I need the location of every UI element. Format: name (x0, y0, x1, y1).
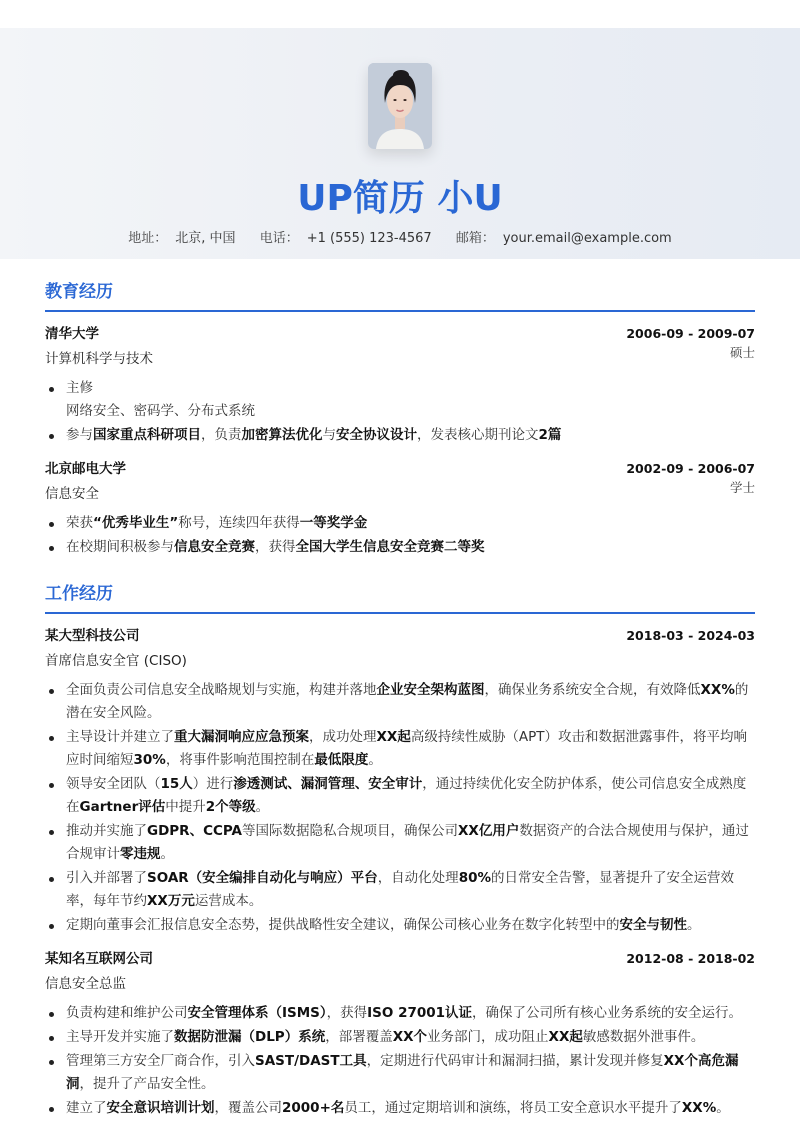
email-value[interactable]: your.email@example.com (502, 231, 672, 246)
text: ，覆盖公司 (214, 1100, 282, 1116)
bold-text: SOAR（安全编排自动化与响应）平台 (147, 870, 378, 886)
text: ，通过持续优化安全防护体系，使公司信息安全成熟度在 (66, 776, 747, 815)
text: 运营成本。 (194, 893, 263, 909)
section-title-education: 教育经历 (45, 277, 755, 312)
bold-text: 一等奖学金 (299, 515, 368, 531)
text: 主修 (66, 380, 93, 396)
text: ，成功处理 (309, 729, 377, 745)
bold-text: 安全管理体系（ISMS） (187, 1005, 327, 1021)
section-title-work: 工作经历 (45, 579, 755, 614)
bold-text: XX% (681, 1100, 717, 1116)
text: ，自动化处理 (377, 870, 459, 886)
bold-text: 最低限度 (314, 752, 369, 768)
bold-text: XX万元 (147, 893, 195, 909)
bold-text: GDPR、CCPA (147, 823, 242, 839)
text: 。 (255, 799, 270, 815)
bold-text: 2篇 (538, 427, 562, 443)
entry-header (45, 322, 755, 342)
bold-text: 信息安全竞赛 (174, 539, 255, 555)
bold-text: 企业安全架构蓝图 (376, 682, 485, 698)
entry-role: 首席信息安全官 (CISO) (45, 653, 187, 669)
bold-text: 加密算法优化 (241, 427, 323, 443)
text: 荣获 (66, 515, 93, 531)
contact-address (128, 227, 235, 246)
entry-role: 信息安全 (45, 486, 99, 502)
bold-text: 80% (458, 870, 492, 886)
text: 管理第三方安全厂商合作，引入 (66, 1053, 255, 1069)
education-entry (45, 322, 755, 447)
bold-text: 数据防泄漏（DLP）系统 (174, 1029, 326, 1045)
bold-text: 渗透测试、漏洞管理、安全审计 (233, 776, 423, 792)
text: 等国际数据隐私合规项目，确保公司 (242, 823, 458, 839)
bold-text: XX% (700, 682, 735, 698)
text: 敏感数据外泄事件。 (582, 1029, 705, 1045)
text: 主导开发并实施了 (66, 1029, 174, 1045)
text: 负责构建和维护公司 (66, 1005, 188, 1021)
work-list (45, 624, 755, 1120)
bold-text: “优秀毕业生” (93, 515, 179, 531)
text: 与 (322, 427, 336, 443)
entry-name: 清华大学 (45, 326, 99, 342)
bold-text: 30% (133, 752, 166, 768)
work-entry (45, 947, 755, 1120)
entry-degree: 学士 (729, 480, 755, 495)
bold-text: 2个等级 (205, 799, 256, 815)
text: 建立了 (66, 1100, 107, 1116)
text: 的潜在安全风险。 (66, 682, 749, 721)
text: 在校期间积极参与 (66, 539, 174, 555)
text: 称号，连续四年获得 (178, 515, 300, 531)
bullet-item (45, 1026, 755, 1049)
text: ，获得 (326, 1005, 368, 1021)
contact-email (456, 227, 672, 246)
text: ，确保业务系统安全合规，有效降低 (484, 682, 701, 698)
text: 全面负责公司信息安全战略规划与实施，构建并落地 (66, 682, 377, 698)
bullet-item (45, 512, 755, 535)
bold-text: 全国大学生信息安全竞赛二等奖 (295, 539, 485, 555)
resume-name: UP简历 小U (297, 178, 503, 219)
text: 推动并实施了 (66, 823, 147, 839)
phone-label: 电话： (259, 231, 299, 246)
bold-text: 安全意识培训计划 (106, 1100, 215, 1116)
text: ，获得 (255, 539, 296, 555)
bold-text: 零违规 (120, 846, 161, 862)
bold-text: 安全与韧性 (619, 917, 687, 933)
bold-text: 安全协议设计 (336, 427, 417, 443)
contact-phone (260, 227, 432, 246)
entry-header (45, 624, 755, 644)
text: ，将事件影响范围控制在 (165, 752, 315, 768)
bullet-list (45, 679, 755, 937)
entry-role: 计算机科学与技术 (45, 351, 153, 367)
text: 。 (716, 1100, 730, 1116)
entry-subheader (45, 347, 755, 367)
text: ，提升了产品安全性。 (79, 1076, 215, 1092)
bold-text: SAST/DAST工具 (255, 1053, 367, 1069)
text: 主导设计并建立了 (66, 729, 174, 745)
text: ，定期进行代码审计和漏洞扫描，累计发现并修复 (366, 1053, 664, 1069)
education-list (45, 322, 755, 559)
entry-header (45, 947, 755, 967)
bullet-item (45, 726, 755, 772)
bold-text: XX起 (548, 1029, 583, 1045)
bold-text: 2000+名 (282, 1100, 345, 1116)
entry-subheader (45, 482, 755, 502)
text: 员工，通过定期培训和演练，将员工安全意识水平提升了 (344, 1100, 682, 1116)
bullet-list (45, 512, 755, 559)
text: 业务部门，成功阻止 (427, 1029, 549, 1045)
text: 的日常安全告警，显著提升了安全运营效率，每年节约 (66, 870, 735, 909)
bullet-list (45, 377, 755, 447)
bullet-item (45, 679, 755, 725)
entry-date: 2018-03 - 2024-03 (626, 628, 755, 643)
text: 参与 (66, 427, 93, 443)
contact-info (0, 227, 800, 246)
text: 。 (368, 752, 382, 768)
text: ，发表核心期刊论文 (417, 427, 539, 443)
bullet-item (45, 1002, 755, 1025)
profile-photo-icon (368, 63, 432, 149)
bullet-list (45, 1002, 755, 1120)
text: ）进行 (192, 776, 234, 792)
bold-text: Gartner评估 (79, 799, 166, 815)
bullet-item (45, 773, 755, 819)
entry-header (45, 457, 755, 477)
text: 高级持续性威胁（APT）攻击和数据泄露事件，将平均响应时间缩短 (66, 729, 747, 768)
bold-text: XX亿用户 (458, 823, 520, 839)
bold-text: 国家重点科研项目 (93, 427, 201, 443)
text: 网络安全、密码学、分布式系统 (66, 403, 255, 419)
education-entry (45, 457, 755, 559)
bold-text: XX个 (392, 1029, 428, 1045)
resume-body (0, 277, 800, 1120)
resume-header (0, 28, 800, 259)
bullet-item (45, 1050, 755, 1096)
bullet-item (45, 536, 755, 559)
bullet-item (45, 424, 755, 447)
bullet-item (45, 820, 755, 866)
entry-date: 2006-09 - 2009-07 (626, 326, 755, 341)
entry-name: 北京邮电大学 (45, 461, 126, 477)
text: 引入并部署了 (66, 870, 147, 886)
text: 数据资产的合法合规使用与保护，通过合规审计 (66, 823, 749, 862)
bold-text: ISO 27001认证 (367, 1005, 473, 1021)
email-label: 邮箱： (455, 231, 495, 246)
text: 领导安全团队（ (66, 776, 161, 792)
text: 。 (687, 917, 701, 933)
top-margin (0, 0, 800, 28)
text: 。 (160, 846, 174, 862)
text: 定期向董事会汇报信息安全态势，提供战略性安全建议，确保公司核心业务在数字化转型中的 (66, 917, 620, 933)
text: 中提升 (165, 799, 206, 815)
bold-text: XX起 (376, 729, 411, 745)
entry-date: 2012-08 - 2018-02 (626, 951, 755, 966)
bullet-item (45, 377, 755, 423)
avatar (368, 63, 432, 149)
text: ，部署覆盖 (325, 1029, 393, 1045)
bullet-item (45, 1097, 755, 1120)
text: ，确保了公司所有核心业务系统的安全运行。 (472, 1005, 743, 1021)
bold-text: 重大漏洞响应应急预案 (174, 729, 309, 745)
phone-value: +1 (555) 123-4567 (306, 231, 432, 246)
entry-subheader (45, 972, 755, 992)
entry-date: 2002-09 - 2006-07 (626, 461, 755, 476)
address-value: 北京, 中国 (175, 231, 236, 246)
text: ，负责 (201, 427, 242, 443)
entry-name: 某知名互联网公司 (45, 951, 153, 967)
entry-degree: 硕士 (729, 345, 755, 360)
entry-subheader (45, 649, 755, 669)
bold-text: 15人 (160, 776, 193, 792)
entry-role: 信息安全总监 (45, 976, 126, 992)
entry-name: 某大型科技公司 (45, 628, 140, 644)
address-label: 地址： (128, 231, 168, 246)
bold-text: XX个高危漏洞 (66, 1053, 739, 1092)
work-entry (45, 624, 755, 937)
bullet-item (45, 867, 755, 913)
bullet-item (45, 914, 755, 937)
